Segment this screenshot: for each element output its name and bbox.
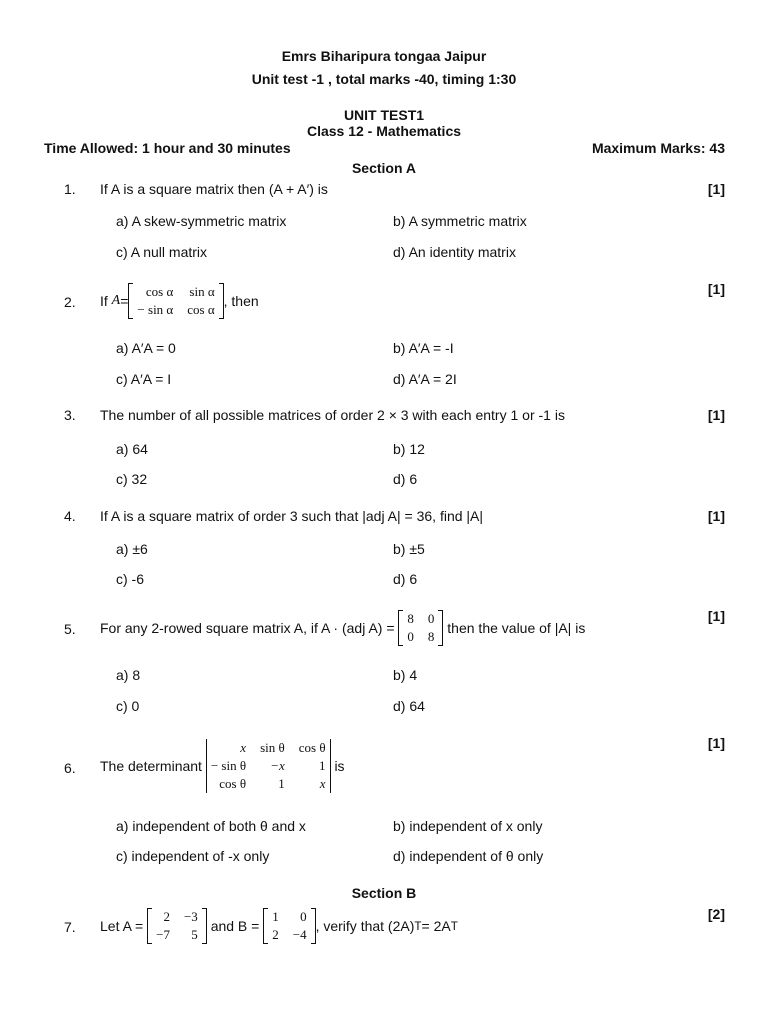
matrix-cell: 0	[300, 909, 307, 924]
matrix-cell: cos θ	[298, 740, 326, 755]
question-marks: [1]	[707, 407, 725, 423]
matrix-cell: 1	[278, 776, 285, 791]
option-d: d) A′A = 2I	[393, 371, 457, 387]
option-c: c) A null matrix	[116, 244, 208, 260]
question-text	[100, 739, 345, 793]
maximum-marks: Maximum Marks: 43	[591, 140, 725, 156]
option-d: d) An identity matrix	[393, 244, 516, 260]
option-a: a) A skew-symmetric matrix	[116, 213, 287, 229]
option-b: b) 12	[393, 441, 425, 457]
matrix-b	[263, 908, 315, 944]
option-c: c) 0	[116, 698, 140, 714]
question-number: 5.	[64, 621, 76, 637]
question-text: If A is a square matrix of order 3 such that |adj A| = 36, find |A|	[100, 508, 484, 524]
matrix-cell: −4	[292, 927, 307, 942]
option-b: b) 4	[393, 667, 418, 683]
section-a-heading: Section A	[351, 160, 417, 176]
matrix-cell: 1	[319, 758, 326, 773]
question-marks: [1]	[707, 281, 725, 297]
matrix	[128, 283, 223, 319]
matrix-cell: −x	[270, 758, 285, 773]
option-b: b) ±5	[393, 541, 425, 557]
question-text	[100, 283, 259, 319]
question-prefix: The determinant	[100, 758, 202, 774]
option-a: a) A′A = 0	[116, 340, 176, 356]
option-b: b) A′A = -I	[393, 340, 454, 356]
question-mid: and B =	[210, 918, 260, 934]
matrix-cell: cos θ	[219, 776, 247, 791]
matrix-cell: −3	[183, 909, 198, 924]
determinant	[206, 739, 331, 793]
matrix-cell: −7	[156, 927, 170, 942]
question-suffix: , verify that (2A)	[315, 918, 415, 934]
matrix-cell: cos α	[145, 284, 174, 299]
option-c: c) A′A = I	[116, 371, 172, 387]
equals-sign: =	[120, 293, 129, 309]
option-d: d) 6	[393, 571, 418, 587]
option-d: d) independent of θ only	[393, 848, 544, 864]
question-number: 6.	[64, 760, 76, 776]
question-text: The number of all possible matrices of order 2 × 3 with each entry 1 or -1 is	[100, 407, 565, 423]
matrix	[398, 610, 443, 646]
option-d: d) 64	[393, 698, 425, 714]
question-number: 4.	[64, 508, 76, 524]
unit-info: Unit test -1 , total marks -40, timing 1:30	[251, 71, 517, 87]
question-marks: [1]	[707, 608, 725, 624]
question-marks: [1]	[707, 181, 725, 197]
matrix-cell: 8	[407, 611, 414, 626]
option-a: a) 8	[116, 667, 141, 683]
matrix-cell: cos α	[187, 302, 215, 317]
matrix-variable: A	[111, 293, 121, 308]
school-name: Emrs Biharipura tongaa Jaipur	[281, 48, 487, 64]
question-number: 1.	[64, 181, 76, 197]
question-marks: [2]	[707, 906, 725, 922]
test-title: UNIT TEST1	[343, 107, 425, 123]
section-b-heading: Section B	[351, 885, 417, 901]
equals-part: = 2A	[421, 918, 451, 934]
option-b: b) independent of x only	[393, 818, 543, 834]
option-a: a) 64	[116, 441, 148, 457]
option-c: c) independent of -x only	[116, 848, 270, 864]
matrix-cell: 5	[191, 927, 198, 942]
question-suffix: is	[334, 758, 345, 774]
question-number: 2.	[64, 294, 76, 310]
matrix-cell: 0	[407, 629, 414, 644]
option-d: d) 6	[393, 471, 418, 487]
matrix-cell: − sin θ	[210, 758, 247, 773]
option-c: c) 32	[116, 471, 148, 487]
option-a: a) ±6	[116, 541, 148, 557]
matrix-cell: 2	[163, 909, 170, 924]
matrix-cell: − sin α	[137, 302, 174, 317]
matrix-cell: x	[319, 776, 326, 791]
matrix-cell: 8	[427, 629, 435, 644]
transpose-superscript: T	[414, 919, 422, 933]
question-suffix: then the value of |A| is	[447, 620, 586, 636]
matrix-cell: sin θ	[260, 740, 285, 755]
option-a: a) independent of both θ and x	[116, 818, 306, 834]
question-prefix: If	[100, 293, 108, 309]
question-prefix: Let A =	[100, 918, 144, 934]
matrix-a	[147, 908, 207, 944]
question-text: If A is a square matrix then (A + A′) is	[100, 181, 328, 197]
matrix-cell: x	[240, 740, 247, 755]
question-marks: [1]	[707, 508, 725, 524]
question-suffix: , then	[223, 293, 259, 309]
matrix-cell: 0	[427, 611, 435, 626]
question-prefix: For any 2-rowed square matrix A, if A · (adj A) =	[100, 620, 395, 636]
class-subject: Class 12 - Mathematics	[306, 123, 462, 139]
matrix-cell: 2	[272, 927, 279, 942]
option-b: b) A symmetric matrix	[393, 213, 527, 229]
question-text	[100, 908, 458, 944]
transpose-superscript: T	[450, 919, 458, 933]
matrix-cell: sin α	[189, 284, 215, 299]
time-allowed: Time Allowed: 1 hour and 30 minutes	[44, 140, 291, 156]
matrix-cell: 1	[272, 909, 279, 924]
question-number: 3.	[64, 407, 76, 423]
option-c: c) -6	[116, 571, 144, 587]
question-number: 7.	[64, 919, 76, 935]
question-marks: [1]	[707, 735, 725, 751]
question-text	[100, 610, 585, 646]
